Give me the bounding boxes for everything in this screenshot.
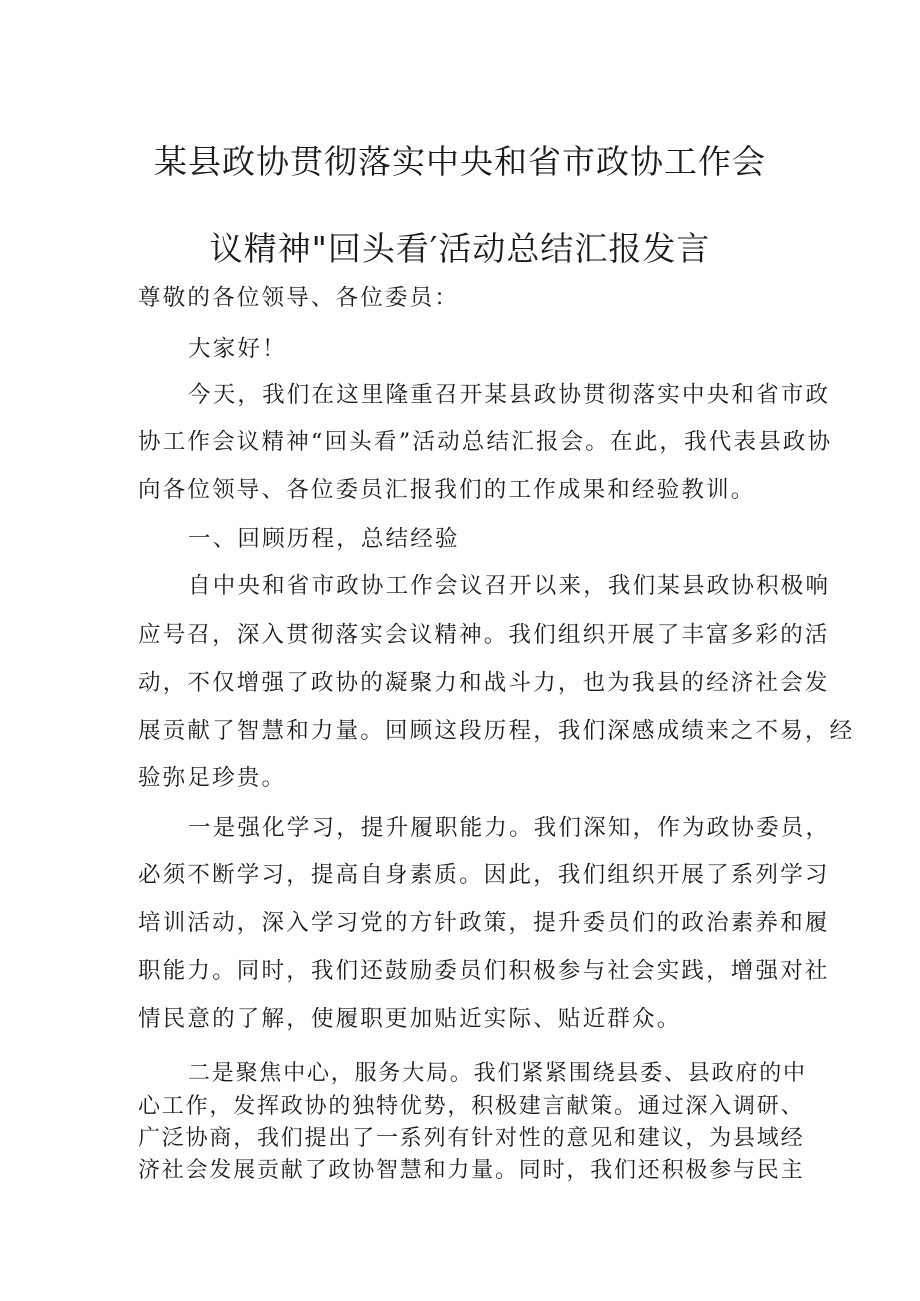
paragraph-line: 应号召，深入贯彻落实会议精神。我们组织开展了丰富多彩的活 <box>138 622 830 648</box>
paragraph-line: 心工作，发挥政协的独特优势，积极建言献策。通过深入调研、 <box>138 1094 805 1119</box>
paragraph-line: 济社会发展贡献了政协智慧和力量。同时，我们还积极参与民主 <box>138 1158 805 1183</box>
salutation: 尊敬的各位领导、各位委员： <box>138 285 460 311</box>
document-title-line-2: 议精神"回头看′活动总结汇报发言 <box>209 229 711 268</box>
paragraph-line: 广泛协商，我们提出了一系列有针对性的意见和建议，为县域经 <box>138 1126 805 1151</box>
paragraph-line: 验弥足珍贵。 <box>138 765 287 791</box>
greeting: 大家好！ <box>188 336 287 362</box>
paragraph-line: 协工作会议精神“回头看”活动总结汇报会。在此，我代表县政协 <box>138 429 833 455</box>
paragraph-line: 自中央和省市政协工作会议召开以来，我们某县政协积极响 <box>188 573 831 599</box>
section-heading: 一、回顾历程，总结经验 <box>188 526 460 552</box>
document-title-line-1: 某县政协贯彻落实中央和省市政协工作会 <box>154 142 766 181</box>
paragraph-line: 二是聚焦中心，服务大局。我们紧紧围绕县委、县政府的中 <box>188 1061 807 1086</box>
paragraph-line: 情民意的了解，使履职更加贴近实际、贴近群众。 <box>138 1006 682 1032</box>
paragraph-line: 今天，我们在这里隆重召开某县政协贯彻落实中央和省市政 <box>188 382 831 408</box>
paragraph-line: 展贡献了智慧和力量。回顾这段历程，我们深感成绩来之不易，经 <box>138 718 855 744</box>
paragraph-line: 一是强化学习，提升履职能力。我们深知，作为政协委员， <box>188 815 831 841</box>
paragraph-line: 培训活动，深入学习党的方针政策，提升委员们的政治素养和履 <box>138 910 830 936</box>
paragraph-line: 向各位领导、各位委员汇报我们的工作成果和经验教训。 <box>138 477 756 503</box>
paragraph-line: 动，不仅增强了政协的凝聚力和战斗力，也为我县的经济社会发 <box>138 670 830 696</box>
paragraph-line: 必须不断学习，提高自身素质。因此，我们组织开展了系列学习 <box>138 862 830 888</box>
paragraph-line: 职能力。同时，我们还鼓励委员们积极参与社会实践，增强对社 <box>138 958 830 984</box>
